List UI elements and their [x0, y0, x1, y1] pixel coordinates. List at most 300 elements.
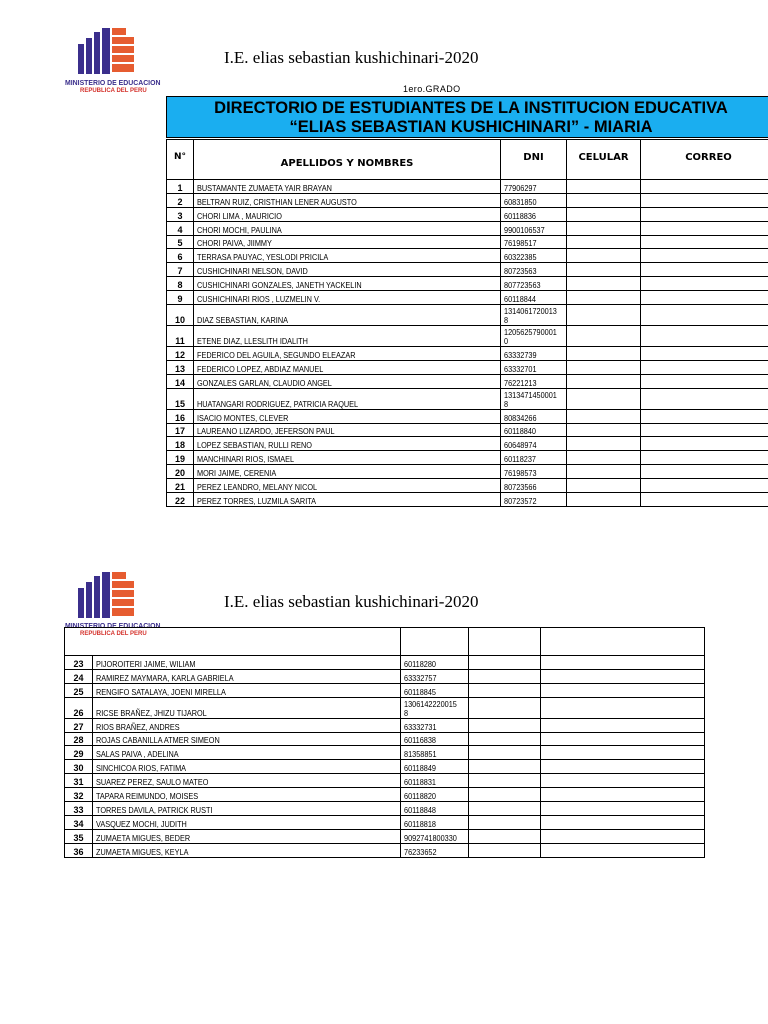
student-dni — [401, 669, 469, 683]
student-name — [194, 249, 501, 263]
student-correo — [641, 374, 768, 388]
table-row — [65, 829, 705, 843]
student-dni-text: 63332731 — [404, 721, 437, 732]
student-name-text: ZUMAETA MIGUES, BEDER — [96, 832, 191, 843]
student-dni-text: 76198573 — [504, 468, 537, 479]
col-header-correo: CORREO — [641, 140, 768, 180]
student-table-1 — [166, 139, 768, 507]
student-dni — [501, 326, 567, 347]
student-name-text: TORRES DAVILA, PATRICK RUSTI — [96, 804, 213, 815]
student-correo — [641, 493, 768, 507]
table-row — [167, 221, 768, 235]
student-name-text: BELTRAN RUIZ, CRISTHIAN LENER AUGUSTO — [197, 196, 357, 207]
student-dni-text: 9092741800330 — [404, 832, 457, 843]
student-correo — [641, 347, 768, 361]
student-dni-text: 807723563 — [504, 280, 541, 291]
table-row — [65, 760, 705, 774]
student-name — [194, 180, 501, 194]
row-number: 29 — [65, 746, 93, 760]
student-name-text: CHORI LIMA , MAURICIO — [197, 210, 282, 221]
table-row — [65, 774, 705, 788]
row-number: 26 — [65, 697, 93, 718]
row-number: 2 — [167, 193, 194, 207]
student-name-text: PEREZ LEANDRO, MELANY NICOL — [197, 482, 318, 493]
student-dni — [501, 479, 567, 493]
student-name — [194, 479, 501, 493]
student-celular — [567, 263, 641, 277]
blank-cell — [401, 628, 469, 656]
student-dni — [401, 718, 469, 732]
row-number: 11 — [167, 326, 194, 347]
ministry-emblem-icon — [62, 26, 142, 74]
student-name-text: RAMIREZ MAYMARA, KARLA GABRIELA — [96, 672, 234, 683]
student-dni — [501, 493, 567, 507]
table-row — [167, 451, 768, 465]
table-row — [167, 493, 768, 507]
student-correo — [541, 802, 705, 816]
student-dni-text: 9900106537 — [504, 224, 545, 235]
row-number: 15 — [167, 388, 194, 409]
table-row — [65, 697, 705, 718]
row-number: 35 — [65, 829, 93, 843]
student-dni — [401, 815, 469, 829]
student-correo — [641, 360, 768, 374]
student-name-text: ETENE DIAZ, LLESLITH IDALITH — [197, 336, 308, 347]
student-correo — [641, 277, 768, 291]
student-dni-text: 80723563 — [504, 266, 537, 277]
table-row — [65, 732, 705, 746]
student-name — [93, 669, 401, 683]
student-dni — [501, 180, 567, 194]
student-correo — [541, 697, 705, 718]
student-dni — [401, 732, 469, 746]
student-name-text: RENGIFO SATALAYA, JOENI MIRELLA — [96, 686, 226, 697]
student-name-text: TERRASA PAUYAC, YESLODI PRICILA — [197, 252, 329, 263]
student-correo — [541, 760, 705, 774]
row-number: 4 — [167, 221, 194, 235]
student-dni — [401, 760, 469, 774]
student-dni-text: 77906297 — [504, 182, 537, 193]
row-number: 21 — [167, 479, 194, 493]
student-name-text: FEDERICO LOPEZ, ABDIAZ MANUEL — [197, 363, 324, 374]
student-correo — [641, 180, 768, 194]
student-dni — [501, 388, 567, 409]
student-dni-text: 76221213 — [504, 377, 537, 388]
row-number: 31 — [65, 774, 93, 788]
banner-title: DIRECTORIO DE ESTUDIANTES DE LA INSTITUCION EDUCATIVA — [214, 99, 728, 117]
table-row — [65, 802, 705, 816]
student-celular — [567, 347, 641, 361]
student-correo — [541, 732, 705, 746]
blank-cell — [93, 628, 401, 656]
student-dni-text: 60116838 — [404, 735, 436, 746]
student-correo — [641, 291, 768, 305]
student-celular — [567, 291, 641, 305]
student-dni-text: 80834266 — [504, 412, 537, 423]
student-dni — [501, 235, 567, 249]
student-correo — [641, 263, 768, 277]
student-name-text: ZUMAETA MIGUES, KEYLA — [96, 846, 189, 857]
student-name — [194, 374, 501, 388]
student-celular — [469, 802, 541, 816]
table-row — [167, 305, 768, 326]
row-number: 22 — [167, 493, 194, 507]
student-name — [194, 388, 501, 409]
student-name-text: MORI JAIME, CERENIA — [197, 468, 277, 479]
student-correo — [641, 193, 768, 207]
table-row — [65, 718, 705, 732]
row-number: 30 — [65, 760, 93, 774]
row-number: 24 — [65, 669, 93, 683]
student-name — [93, 802, 401, 816]
table-row — [167, 388, 768, 409]
student-name-text: CHORI PAIVA, JIIMMY — [197, 238, 272, 249]
student-dni — [401, 829, 469, 843]
student-correo — [541, 746, 705, 760]
student-dni — [401, 683, 469, 697]
student-dni-text: 63332739 — [504, 349, 537, 360]
table-row — [65, 683, 705, 697]
student-dni — [501, 347, 567, 361]
student-name — [93, 732, 401, 746]
student-name — [194, 360, 501, 374]
student-celular — [567, 493, 641, 507]
student-correo — [641, 465, 768, 479]
ministry-emblem-icon — [62, 570, 142, 618]
student-dni-text: 60648974 — [504, 440, 537, 451]
student-dni — [501, 423, 567, 437]
student-celular — [567, 437, 641, 451]
student-dni-text: 80723566 — [504, 482, 537, 493]
row-number: 8 — [167, 277, 194, 291]
student-celular — [469, 683, 541, 697]
table-row — [65, 656, 705, 670]
table-row — [167, 291, 768, 305]
student-celular — [469, 829, 541, 843]
row-number: 33 — [65, 802, 93, 816]
student-dni-text: 60118848 — [404, 804, 436, 815]
row-number: 1 — [167, 180, 194, 194]
student-correo — [541, 843, 705, 857]
student-dni — [401, 802, 469, 816]
student-dni-text: 60118818 — [404, 818, 436, 829]
row-number: 23 — [65, 656, 93, 670]
student-dni-text: 1205625790001 0 — [504, 327, 557, 347]
student-celular — [567, 423, 641, 437]
student-name — [194, 493, 501, 507]
student-dni-text: 76233652 — [404, 846, 437, 857]
student-name — [93, 718, 401, 732]
logo-republic-text: REPUBLICA DEL PERU — [80, 88, 147, 94]
grade-label: 1ero.GRADO — [403, 84, 461, 94]
row-number: 32 — [65, 788, 93, 802]
student-name — [194, 235, 501, 249]
student-dni — [401, 774, 469, 788]
student-correo — [641, 479, 768, 493]
student-celular — [567, 180, 641, 194]
student-correo — [541, 829, 705, 843]
logo-ministry-text: MINISTERIO DE EDUCACION — [65, 621, 161, 630]
student-celular — [567, 451, 641, 465]
student-celular — [469, 788, 541, 802]
table-row — [167, 326, 768, 347]
table-row — [167, 193, 768, 207]
student-name-text: TAPARA REIMUNDO, MOISES — [96, 791, 199, 802]
student-dni — [501, 277, 567, 291]
student-dni-text: 60118849 — [404, 763, 436, 774]
student-name-text: FEDERICO DEL AGUILA, SEGUNDO ELEAZAR — [197, 349, 356, 360]
student-celular — [567, 207, 641, 221]
col-header-num: N° — [167, 140, 194, 180]
blank-cell — [469, 628, 541, 656]
student-name — [194, 423, 501, 437]
student-dni-text: 63332757 — [404, 672, 437, 683]
row-number: 25 — [65, 683, 93, 697]
student-correo — [641, 326, 768, 347]
student-name-text: ISACIO MONTES, CLEVER — [197, 412, 289, 423]
student-name — [93, 774, 401, 788]
student-name — [93, 683, 401, 697]
student-correo — [641, 409, 768, 423]
student-dni — [501, 221, 567, 235]
student-celular — [567, 326, 641, 347]
student-name — [194, 221, 501, 235]
row-number: 12 — [167, 347, 194, 361]
student-name-text: PIJOROITERI JAIME, WILIAM — [96, 658, 196, 669]
student-celular — [567, 374, 641, 388]
student-correo — [541, 774, 705, 788]
student-name-text: VASQUEZ MOCHI, JUDITH — [96, 818, 187, 829]
student-name — [93, 746, 401, 760]
row-number: 17 — [167, 423, 194, 437]
banner-subtitle: “ELIAS SEBASTIAN KUSHICHINARI” - MIARIA — [289, 118, 653, 136]
student-correo — [541, 718, 705, 732]
student-name — [93, 760, 401, 774]
row-number: 18 — [167, 437, 194, 451]
student-dni — [401, 746, 469, 760]
row-number: 10 — [167, 305, 194, 326]
student-celular — [567, 277, 641, 291]
student-celular — [469, 746, 541, 760]
student-name — [194, 263, 501, 277]
student-correo — [641, 388, 768, 409]
student-name-text: ROJAS CABANILLA ATMER SIMEON — [96, 735, 220, 746]
row-number: 34 — [65, 815, 93, 829]
col-header-celular: CELULAR — [567, 140, 641, 180]
student-name — [194, 193, 501, 207]
student-name-text: LOPEZ SEBASTIAN, RULLI RENO — [197, 440, 312, 451]
student-correo — [641, 221, 768, 235]
student-name-text: CUSHICHINARI RIOS , LUZMELIN V. — [197, 294, 321, 305]
table-row — [65, 815, 705, 829]
row-number: 7 — [167, 263, 194, 277]
student-dni-text: 60118844 — [504, 294, 536, 305]
student-celular — [469, 697, 541, 718]
row-number: 14 — [167, 374, 194, 388]
student-name-text: LAUREANO LIZARDO, JEFERSON PAUL — [197, 426, 335, 437]
student-name-text: SALAS PAIVA , ADELINA — [96, 749, 179, 760]
student-name-text: RIOS BRAÑEZ, ANDRES — [96, 721, 180, 732]
student-dni-text: 63332701 — [504, 363, 537, 374]
student-dni — [401, 788, 469, 802]
student-dni — [501, 374, 567, 388]
student-correo — [641, 305, 768, 326]
student-name — [93, 815, 401, 829]
student-celular — [469, 774, 541, 788]
table-row — [167, 347, 768, 361]
row-number: 5 — [167, 235, 194, 249]
student-name-text: DIAZ SEBASTIAN, KARINA — [197, 315, 288, 326]
student-name — [93, 656, 401, 670]
table-row — [167, 437, 768, 451]
student-name — [93, 697, 401, 718]
row-number: 27 — [65, 718, 93, 732]
student-dni — [501, 193, 567, 207]
student-correo — [641, 207, 768, 221]
directory-banner — [166, 96, 768, 138]
table-row — [167, 465, 768, 479]
student-name — [194, 277, 501, 291]
table-row — [65, 746, 705, 760]
student-celular — [567, 465, 641, 479]
school-title: I.E. elias sebastian kushichinari-2020 — [224, 592, 479, 611]
student-name — [93, 829, 401, 843]
student-name — [93, 788, 401, 802]
table-row — [167, 423, 768, 437]
student-name — [194, 465, 501, 479]
student-name-text: BUSTAMANTE ZUMAETA YAIR BRAYAN — [197, 182, 332, 193]
student-name-text: GONZALES GARLAN, CLAUDIO ANGEL — [197, 377, 332, 388]
student-name-text: PEREZ TORRES, LUZMILA SARITA — [197, 495, 317, 506]
student-correo — [541, 669, 705, 683]
row-number: 6 — [167, 249, 194, 263]
row-number: 3 — [167, 207, 194, 221]
row-number: 36 — [65, 843, 93, 857]
student-dni — [501, 451, 567, 465]
school-title: I.E. elias sebastian kushichinari-2020 — [224, 48, 479, 67]
student-dni — [501, 249, 567, 263]
student-dni — [501, 465, 567, 479]
student-dni-text: 60118831 — [404, 777, 436, 788]
student-celular — [567, 221, 641, 235]
blank-cell — [541, 628, 705, 656]
student-name — [93, 843, 401, 857]
student-name — [194, 305, 501, 326]
student-name-text: SINCHICOA RIOS, FATIMA — [96, 763, 187, 774]
student-dni — [501, 263, 567, 277]
student-correo — [641, 451, 768, 465]
student-correo — [541, 788, 705, 802]
row-number: 19 — [167, 451, 194, 465]
student-name-text: SUAREZ PEREZ, SAULO MATEO — [96, 777, 209, 788]
student-dni — [501, 360, 567, 374]
row-number: 13 — [167, 360, 194, 374]
student-celular — [567, 388, 641, 409]
row-number: 20 — [167, 465, 194, 479]
student-name — [194, 409, 501, 423]
student-correo — [541, 683, 705, 697]
col-header-name: APELLIDOS Y NOMBRES — [194, 140, 501, 180]
student-celular — [567, 409, 641, 423]
student-correo — [541, 815, 705, 829]
student-celular — [567, 193, 641, 207]
student-celular — [567, 360, 641, 374]
student-name — [194, 326, 501, 347]
student-celular — [469, 760, 541, 774]
student-dni-text: 60118845 — [404, 686, 436, 697]
logo-ministry-text: MINISTERIO DE EDUCACION — [65, 78, 161, 87]
row-number: 28 — [65, 732, 93, 746]
table-row — [167, 249, 768, 263]
student-celular — [469, 815, 541, 829]
student-dni-text: 60118840 — [504, 426, 536, 437]
student-correo — [641, 249, 768, 263]
student-correo — [641, 423, 768, 437]
student-dni-text: 1306142220015 8 — [404, 698, 457, 718]
logo-republic-text: REPUBLICA DEL PERU — [80, 631, 147, 637]
student-dni-text: 60118237 — [504, 454, 536, 465]
student-correo — [641, 235, 768, 249]
student-celular — [469, 732, 541, 746]
student-dni — [401, 656, 469, 670]
student-name-text: CUSHICHINARI NELSON, DAVID — [197, 266, 308, 277]
student-dni-text: 80723572 — [504, 495, 537, 506]
col-header-dni: DNI — [501, 140, 567, 180]
table-row — [167, 277, 768, 291]
student-celular — [469, 656, 541, 670]
table-row — [167, 374, 768, 388]
table-row — [65, 669, 705, 683]
table-row — [167, 360, 768, 374]
student-dni-text: 1314061720013 8 — [504, 306, 557, 326]
student-name — [194, 451, 501, 465]
student-celular — [469, 669, 541, 683]
student-celular — [469, 718, 541, 732]
student-celular — [567, 235, 641, 249]
student-dni-text: 60831850 — [504, 196, 537, 207]
row-number: 9 — [167, 291, 194, 305]
table-row — [167, 207, 768, 221]
student-dni — [501, 291, 567, 305]
table-row — [65, 788, 705, 802]
blank-cell — [65, 628, 93, 656]
student-dni-text: 81358851 — [404, 749, 437, 760]
table-row — [167, 479, 768, 493]
row-number: 16 — [167, 409, 194, 423]
student-dni — [501, 409, 567, 423]
student-correo — [541, 656, 705, 670]
student-dni-text: 60118820 — [404, 791, 436, 802]
student-dni-text: 60118280 — [404, 658, 436, 669]
table-row — [65, 843, 705, 857]
student-celular — [567, 249, 641, 263]
student-dni-text: 60118836 — [504, 210, 536, 221]
student-name — [194, 291, 501, 305]
student-dni — [501, 305, 567, 326]
student-name-text: RICSE BRAÑEZ, JHIZU TIJAROL — [96, 707, 207, 718]
table-row — [167, 235, 768, 249]
table-row — [167, 180, 768, 194]
student-dni-text: 76198517 — [504, 238, 537, 249]
student-dni-text: 60322385 — [504, 252, 537, 263]
student-dni — [401, 843, 469, 857]
table-row — [167, 409, 768, 423]
ministry-logo — [62, 26, 162, 102]
student-celular — [567, 479, 641, 493]
student-name-text: CUSHICHINARI GONZALES, JANETH YACKELIN — [197, 280, 362, 291]
student-dni — [401, 697, 469, 718]
student-name-text: HUATANGARI RODRIGUEZ, PATRICIA RAQUEL — [197, 398, 359, 409]
